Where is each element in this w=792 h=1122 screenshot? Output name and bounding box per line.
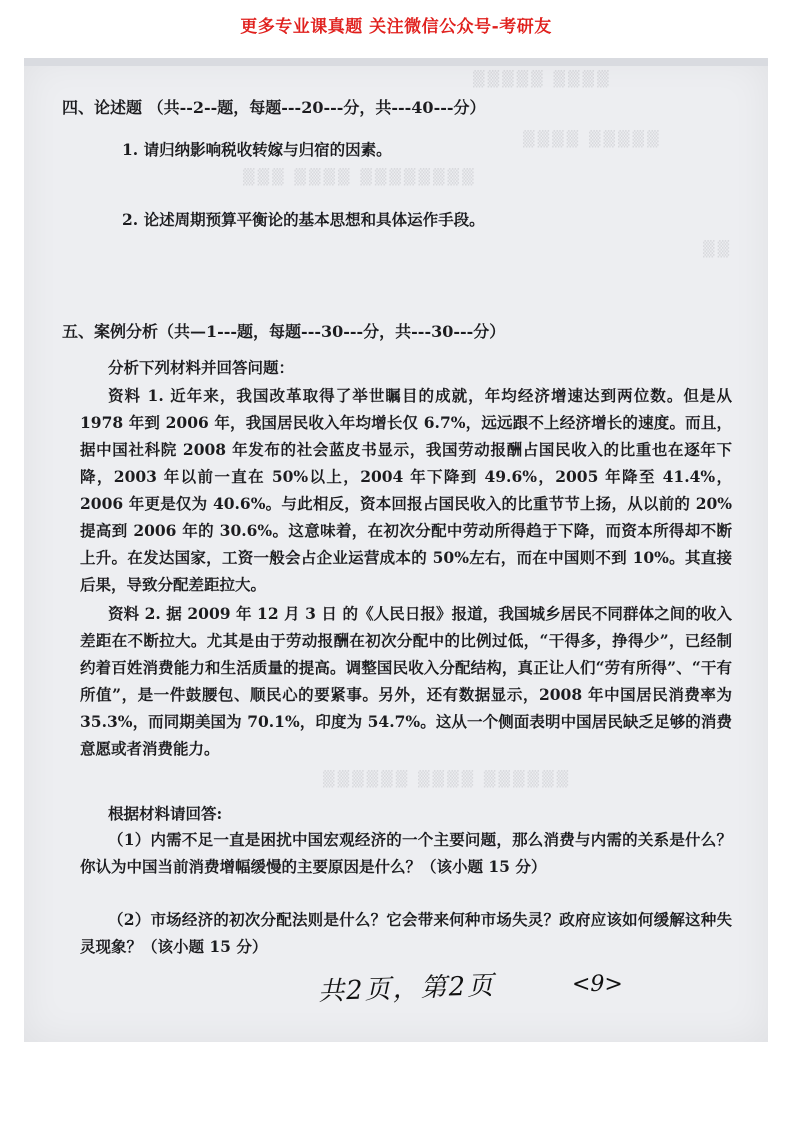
material-1: 资料 1. 近年来，我国改革取得了举世瞩目的成就，年均经济增速达到两位数。但是从 1978 年到 2006 年，我国居民收入年均增长仅 6.7%，远远跟不上经济增长的速度。而且，据中国社科院 2008 年发布的社会蓝皮书显示，我国劳动报酬占国民收入的比重也在逐年下降，2003 年以前一直在 50%以上，2004 年下降到 49.6%，2005 年降至 41.4%，2006 年更是仅为 40.6%。与此相反，资本回报占国民收入的比重节节上扬，从以前的 20%提高到 2006 年的 30.6%。这意味着，在初次分配中劳动所得趋于下降，而资本所得却不断上升。在发达国家，工资一般会占企业运营成本的 50%左右，而在中国则不到 10%。其直接后果，导致分配差距拉大。 [80,386,732,594]
promo-banner: 更多专业课真题 关注微信公众号-考研友 [240,17,552,37]
section-4-question-2: 2. 论述周期预算平衡论的基本思想和具体运作手段。 [122,210,485,229]
sub-question-1: （1）内需不足一直是困扰中国宏观经济的一个主要问题，那么消费与内需的关系是什么？你认为中国当前消费增幅缓慢的主要原因是什么？（该小题 15 分） [80,830,732,876]
section-5-intro: 分析下列材料并回答问题： [108,358,295,377]
handwritten-page-count: 共2页，第2页 [317,970,496,1008]
answer-prompt: 根据材料请回答: [108,804,223,823]
handwritten-page-mark: <9> [572,972,623,997]
material-2: 资料 2. 据 2009 年 12 月 3 日 的《人民日报》报道，我国城乡居民不同群体之间的收入差距在不断拉大。尤其是由于劳动报酬在初次分配中的比例过低，“干得多，挣得少”，已经制约着百姓消费能力和生活质量的提高。调整国民收入分配结构，真正让人们“劳有所得”、“干有所值”，是一件鼓腰包、顺民心的要紧事。另外，还有数据显示，2008 年中国居民消费率为 35.3%，而同期美国为 70.1%，印度为 54.7%。这从一个侧面表明中国居民缺乏足够的消费意愿或者消费能力。 [80,604,732,758]
scan-edge [24,58,768,66]
sub-question-2: （2）市场经济的初次分配法则是什么？它会带来何种市场失灵？政府应该如何缓解这种失灵现象？（该小题 15 分） [80,910,732,956]
section-5-heading: 五、案例分析（共—1---题，每题---30---分，共---30---分） [62,322,506,341]
bleed-through-5: ▒▒▒▒▒▒ ▒▒▒▒ ▒▒▒▒▒▒ [320,770,569,788]
bleed-through-1: ▒▒▒▒ ▒▒▒▒▒ [470,70,609,88]
bleed-through-2: ▒▒▒▒▒ ▒▒▒▒ [520,130,659,148]
bleed-through-4: ▒▒ [700,240,730,258]
section-4-question-1: 1. 请归纳影响税收转嫁与归宿的因素。 [122,140,392,159]
section-4-heading: 四、论述题 （共--2--题，每题---20---分，共---40---分） [62,98,486,117]
bleed-through-3: ▒▒▒▒▒▒▒▒ ▒▒▒▒ ▒▒▒ [240,168,474,186]
